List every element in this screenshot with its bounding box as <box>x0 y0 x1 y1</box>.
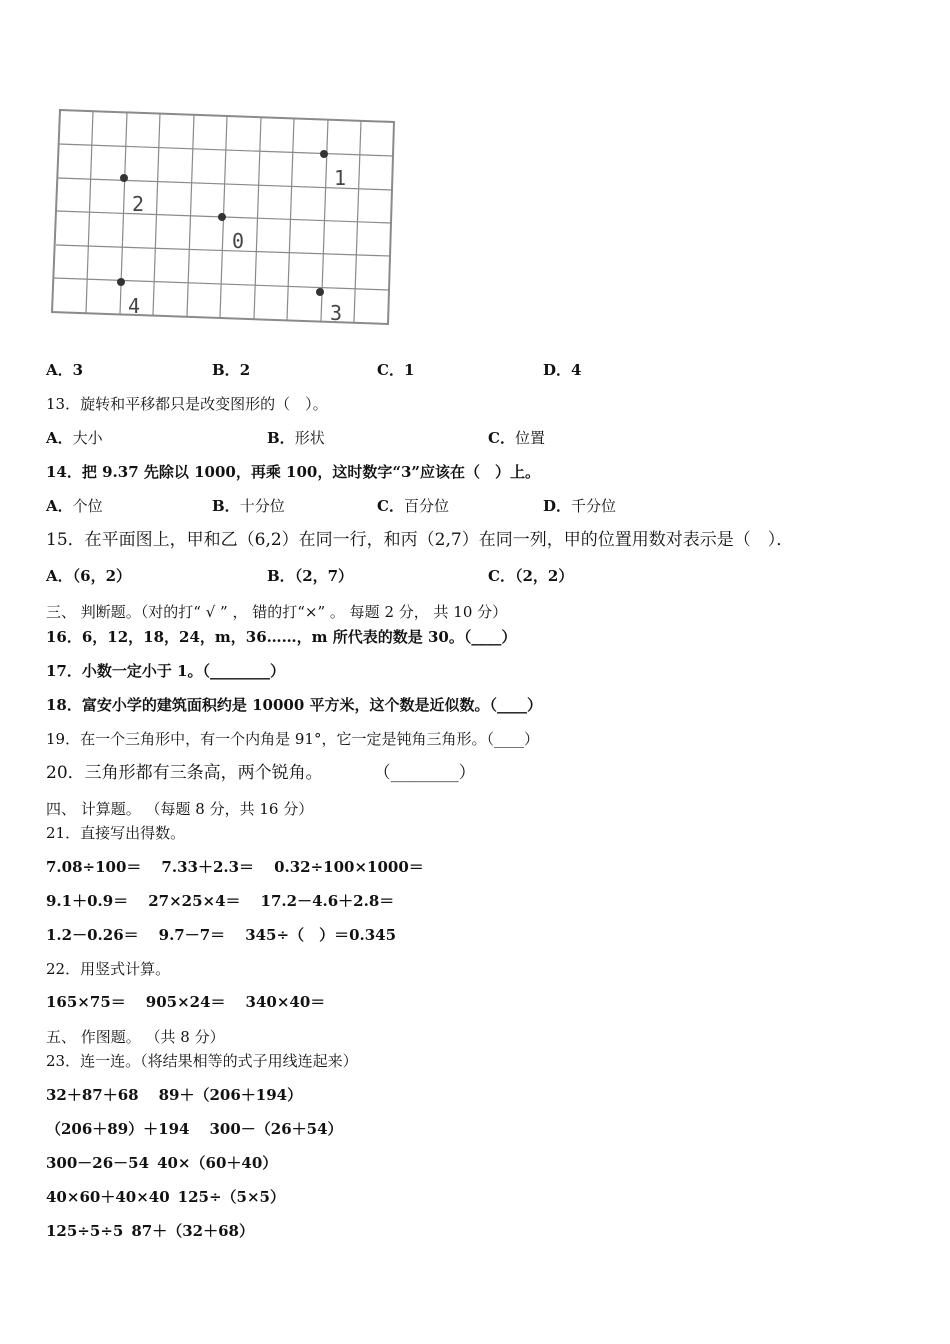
q14-option-a[interactable]: A．个位 <box>46 497 103 515</box>
point-label-3: 3 <box>330 301 343 325</box>
q15-option-b[interactable]: B．（2，7） <box>267 567 354 585</box>
q12-option-b[interactable]: B．2 <box>212 361 251 379</box>
q23-row-5: 125÷5÷5 87＋（32＋68） <box>46 1222 254 1240</box>
q23-row-1: 32＋87＋68 89＋（206＋194） <box>46 1086 303 1104</box>
point-3 <box>316 288 324 296</box>
q12-option-a[interactable]: A．3 <box>46 361 84 379</box>
point-4 <box>117 278 125 286</box>
q23-row-2: （206＋89）＋194 300－（26＋54） <box>46 1120 343 1138</box>
q17-item: 17．小数一定小于 1。（________） <box>46 662 286 680</box>
q16-item: 16．6，12，18，24，m，36……，m 所代表的数是 30。（____） <box>46 628 517 646</box>
q14-option-b[interactable]: B．十分位 <box>212 497 285 515</box>
q21-row-2: 9.1＋0.9＝ 27×25×4＝ 17.2－4.6＋2.8＝ <box>46 892 395 910</box>
grid-points <box>117 150 328 296</box>
q23-row-3: 300－26－54 40×（60＋40） <box>46 1154 278 1172</box>
q20-item: 20．三角形都有三条高，两个锐角。 （________） <box>46 763 476 783</box>
q21-row-3: 1.2－0.26＝ 9.7－7＝ 345÷（ ）＝0.345 <box>46 926 397 944</box>
point-label-2: 2 <box>132 192 145 216</box>
q22-row: 165×75＝ 905×24＝ 340×40＝ <box>46 993 326 1011</box>
point-label-4: 4 <box>128 294 141 318</box>
q15-option-c[interactable]: C．（2，2） <box>488 567 574 585</box>
q23-row-4: 40×60＋40×40 125÷（5×5） <box>46 1188 285 1206</box>
q15-stem: 15．在平面图上，甲和乙（6,2）在同一行，和丙（2,7）在同一列，甲的位置用数对表示是（ ）． <box>46 530 794 550</box>
q13-option-b[interactable]: B．形状 <box>267 429 325 447</box>
q15-option-a[interactable]: A．（6，2） <box>46 567 132 585</box>
point-2 <box>120 174 128 182</box>
q14-option-d[interactable]: D．千分位 <box>543 497 617 515</box>
section5-title: 五、 作图题。 （共 8 分） <box>46 1028 225 1046</box>
q14-option-c[interactable]: C．百分位 <box>377 497 449 515</box>
section4-title: 四、 计算题。 （每题 8 分，共 16 分） <box>46 800 314 818</box>
q21-row-1: 7.08÷100＝ 7.33＋2.3＝ 0.32÷100×1000＝ <box>46 858 424 876</box>
q14-stem: 14．把 9.37 先除以 1000，再乘 100，这时数字“3”应该在（ ）上。 <box>46 463 541 481</box>
point-0 <box>218 213 226 221</box>
q21-stem: 21．直接写出得数。 <box>46 824 186 842</box>
q13-stem: 13．旋转和平移都只是改变图形的（ ）。 <box>46 395 328 413</box>
q18-item: 18．富安小学的建筑面积约是 10000 平方米，这个数是近似数。（____） <box>46 696 543 714</box>
point-1 <box>320 150 328 158</box>
point-label-0: 0 <box>232 229 245 253</box>
coordinate-grid-figure <box>48 106 398 328</box>
q22-stem: 22．用竖式计算。 <box>46 960 171 978</box>
q13-option-c[interactable]: C．位置 <box>488 429 545 447</box>
q23-stem: 23．连一连。（将结果相等的式子用线连起来） <box>46 1052 358 1070</box>
q13-option-a[interactable]: A．大小 <box>46 429 103 447</box>
point-label-1: 1 <box>334 166 347 190</box>
q12-option-c[interactable]: C．1 <box>377 361 415 379</box>
section3-title: 三、 判断题。（对的打“ √ ” ， 错的打“×” 。 每题 2 分， 共 10 分） <box>46 603 508 621</box>
q12-option-d[interactable]: D．4 <box>543 361 582 379</box>
q19-item: 19．在一个三角形中，有一个内角是 91°，它一定是钝角三角形。（____） <box>46 730 539 748</box>
